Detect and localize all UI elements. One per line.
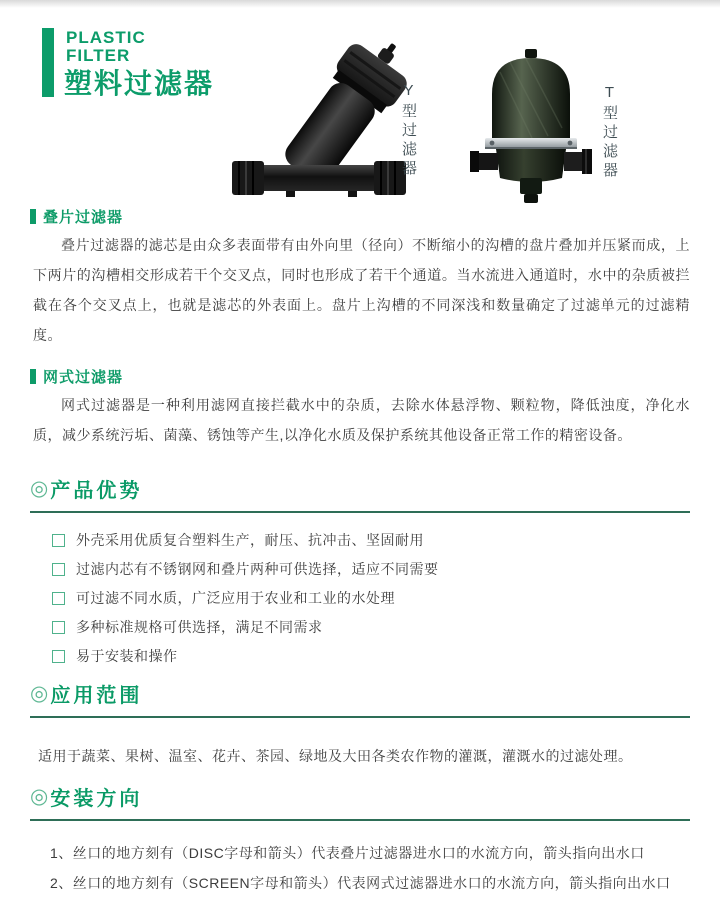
disc-section-paragraph: 叠片过滤器的滤芯是由众多表面带有由外向里（径向）不断缩小的沟槽的盘片叠加并压紧而成，上下两片的沟槽相交形成若干个交叉点，同时也形成了若干个通道。当水流进入通道时，水中的杂质被拦截在各个交叉点上，也就是滤芯的外表面上。盘片上沟槽的不同深浅和数量确定了过滤单元的过滤精度。	[33, 237, 690, 343]
advantage-text: 多种标准规格可供选择，满足不同需求	[76, 619, 323, 635]
advantage-item	[52, 533, 690, 547]
application-title: 应用范围	[50, 685, 143, 707]
checkbox-icon	[52, 592, 65, 605]
screen-section-paragraph: 网式过滤器是一种利用滤网直接拦截水中的杂质，去除水体悬浮物、颗粒物，降低浊度，净化水质，减少系统污垢、菌藻、锈蚀等产生,以净化水质及保护系统其他设备正常工作的精密设备。	[33, 397, 690, 443]
page-title-en-line2: FILTER	[66, 46, 131, 65]
disc-section-title: 叠片过滤器	[43, 208, 124, 226]
installation-heading	[30, 782, 690, 811]
t-filter-knob	[525, 49, 537, 58]
advantage-text: 外壳采用优质复合塑料生产，耐压、抗冲击、坚固耐用	[76, 532, 424, 548]
y-filter-thread-left	[232, 161, 264, 195]
checkbox-icon	[52, 621, 65, 634]
advantages-heading	[30, 474, 690, 503]
advantage-text: 可过滤不同水质，广泛应用于农业和工业的水处理	[76, 590, 395, 606]
advantages-underline	[30, 511, 690, 513]
y-filter-image	[228, 55, 418, 205]
page-title-en-line1: PLASTIC	[66, 28, 146, 47]
checkbox-icon	[52, 650, 65, 663]
t-filter-left-port	[470, 151, 498, 172]
bullseye-icon: ◎	[30, 681, 49, 705]
page-title-zh: 塑料过滤器	[64, 68, 215, 99]
installation-title: 安装方向	[50, 788, 143, 810]
application-heading	[30, 679, 690, 708]
header-accent-bar	[42, 28, 54, 97]
checkbox-icon	[52, 563, 65, 576]
t-filter-clamp-ring	[485, 138, 577, 149]
t-filter-right-port	[564, 149, 592, 174]
top-shadow	[0, 0, 720, 8]
application-underline	[30, 716, 690, 718]
checkbox-icon	[52, 534, 65, 547]
screen-section-heading	[30, 368, 690, 384]
advantages-list	[52, 533, 690, 663]
disc-section-heading	[30, 208, 690, 224]
advantage-item	[52, 562, 690, 576]
bullseye-icon: ◎	[30, 476, 49, 500]
advantage-text: 过滤内芯有不锈钢网和叠片两种可供选择，适应不同需要	[76, 561, 439, 577]
advantage-item	[52, 591, 690, 605]
t-filter-image	[470, 48, 592, 208]
page-title-en	[66, 29, 146, 65]
t-filter-body	[492, 58, 570, 140]
application-paragraph: 适用于蔬菜、果树、温室、花卉、茶园、绿地及大田各类农作物的灌溉，灌溉水的过滤处理。	[38, 748, 633, 764]
green-square-icon	[30, 209, 36, 224]
advantage-item	[52, 649, 690, 663]
screen-section-title: 网式过滤器	[43, 368, 124, 386]
advantage-text: 易于安装和操作	[76, 648, 178, 664]
y-filter-label: Y型过滤器	[400, 82, 417, 179]
t-filter-bottom-stub	[520, 178, 542, 194]
advantage-item	[52, 620, 690, 634]
content	[30, 208, 690, 903]
installation-item: 1、丝口的地方刻有（DISC字母和箭头）代表叠片过滤器进水口的水流方向，箭头指向出水口	[50, 845, 645, 861]
advantages-title: 产品优势	[50, 480, 143, 502]
t-filter-lower-housing	[496, 149, 566, 182]
installation-underline	[30, 819, 690, 821]
bullseye-icon: ◎	[30, 784, 49, 808]
t-filter-label: T型过滤器	[601, 84, 618, 181]
installation-list	[50, 843, 690, 891]
green-square-icon	[30, 369, 36, 384]
installation-item: 2、丝口的地方刻有（SCREEN字母和箭头）代表网式过滤器进水口的水流方向，箭头指向出水口	[50, 875, 671, 891]
